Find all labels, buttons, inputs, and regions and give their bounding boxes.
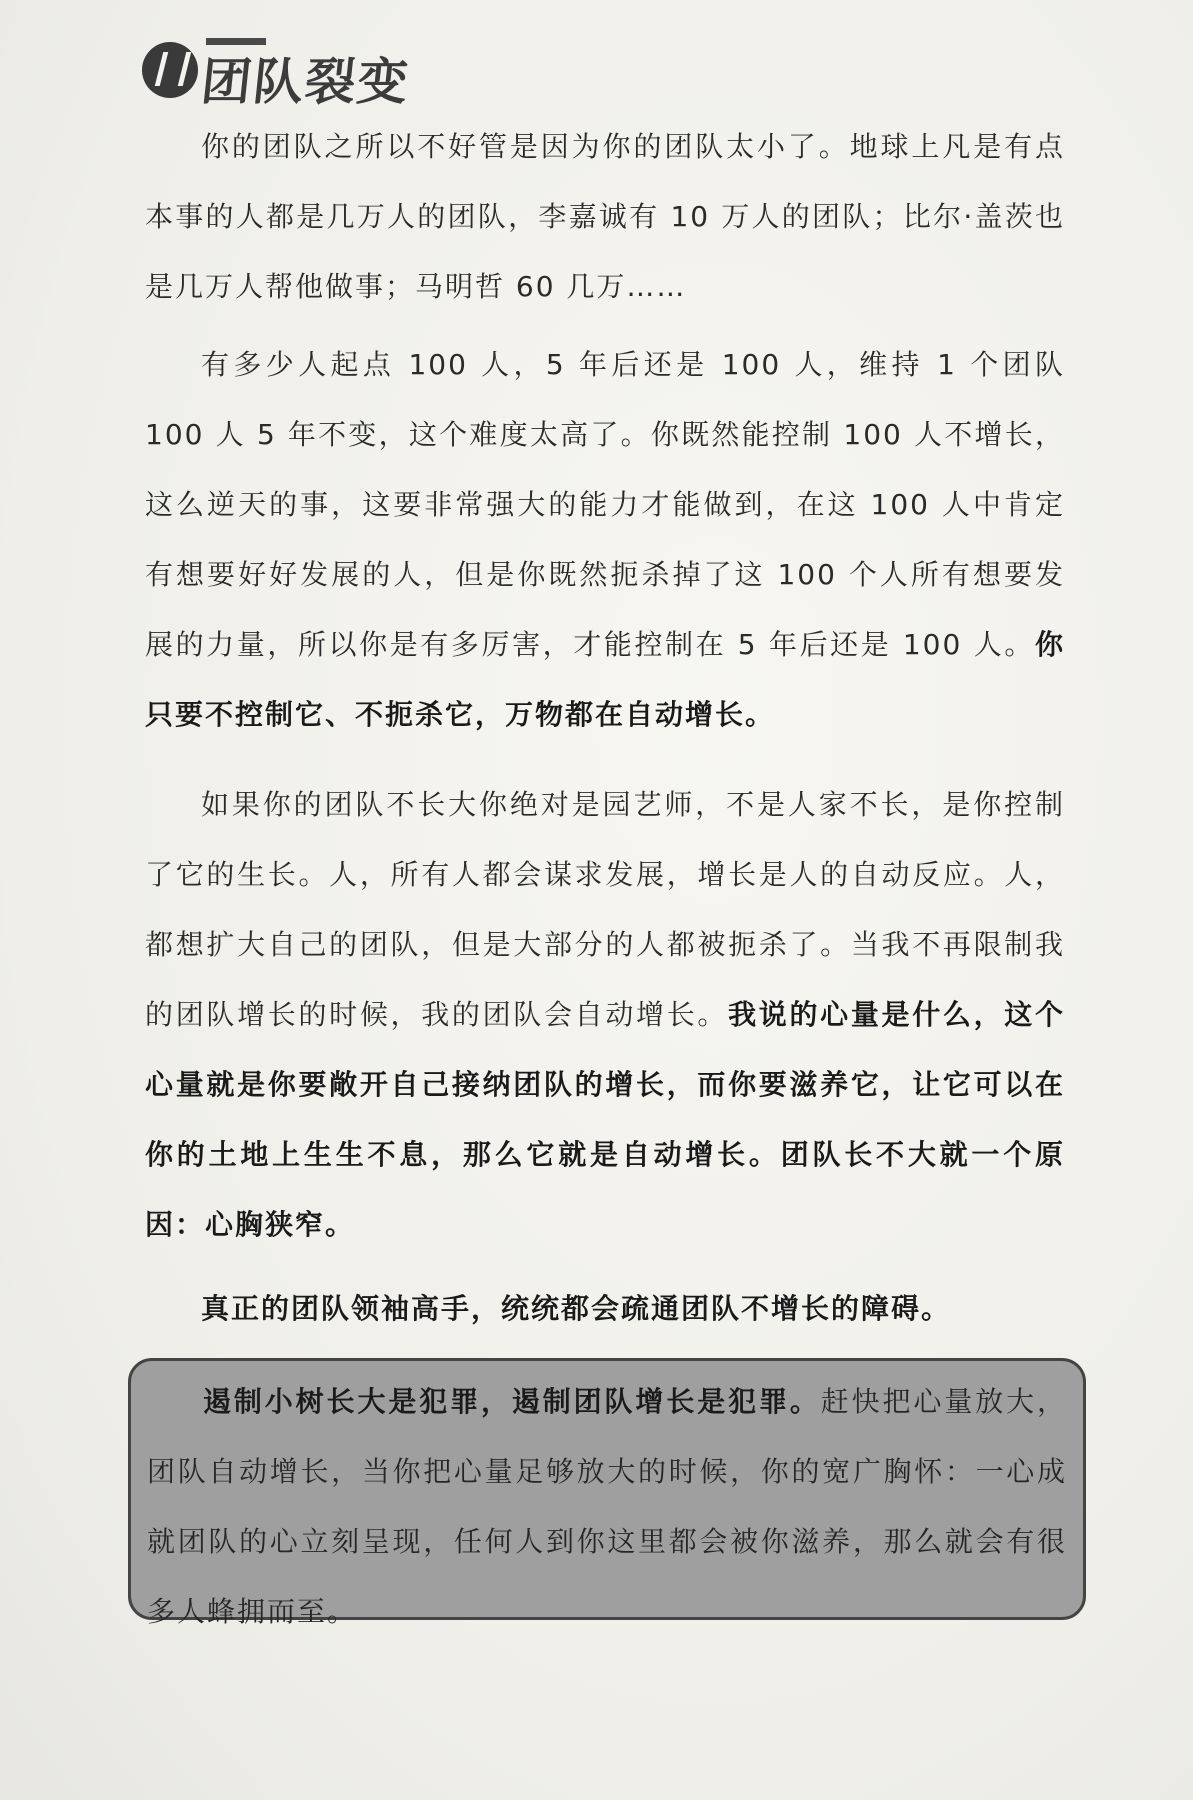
paragraph-3-bold: 我说的心量是什么，这个心量就是你要敞开自己接纳团队的增长，而你要滋养它，让它可以在你的土地上生生不息，那么它就是自动增长。团队长不大就一个原因：心胸狭窄。: [145, 998, 1065, 1241]
paragraph-3-normal: 如果你的团队不长大你绝对是园艺师，不是人家不长，是你控制了它的生长。人，所有人都会谋求发展，增长是人的自动反应。人，都想扩大自己的团队，但是大部分的人都被扼杀了。当我不再限制我的团队增长的时候，我的团队会自动增长。: [145, 788, 1065, 1031]
paragraph-2-text: [145, 330, 1065, 750]
highlight-box: [128, 1358, 1086, 1628]
highlight-box-text: [147, 1367, 1067, 1647]
paragraph-4: [145, 1274, 1065, 1344]
chapter-logo: [142, 20, 413, 111]
highlight-box-normal: 赶快把心量放大，团队自动增长，当你把心量足够放大的时候，你的宽广胸怀：一心成就团队的心立刻呈现，任何人到你这里都会被你滋养，那么就会有很多人蜂拥而至。: [147, 1385, 1067, 1628]
paragraph-1: [145, 112, 1065, 322]
paragraph-2: [145, 330, 1065, 750]
logo-title: 团队裂变: [198, 52, 413, 111]
paragraph-3-text: [145, 770, 1065, 1260]
paragraph-4-text: [145, 1274, 1065, 1344]
paragraph-3: [145, 770, 1065, 1260]
logo-badge-icon: [142, 42, 198, 98]
paragraph-1-text: 你的团队之所以不好管是因为你的团队太小了。地球上凡是有点本事的人都是几万人的团队，李嘉诚有 10 万人的团队；比尔·盖茨也是几万人帮他做事；马明哲 60 几万……: [145, 130, 1065, 303]
highlight-box-bold: 遏制小树长大是犯罪，遏制团队增长是犯罪。: [203, 1385, 821, 1418]
paragraph-4-bold: 真正的团队领袖高手，统统都会疏通团队不增长的障碍。: [201, 1292, 952, 1325]
paragraph-2-bold: 你只要不控制它、不扼杀它，万物都在自动增长。: [145, 628, 1065, 731]
paragraph-2-normal: 有多少人起点 100 人，5 年后还是 100 人，维持 1 个团队 100 人 5 年不变，这个难度太高了。你既然能控制 100 人不增长，这么逆天的事，这要非常强大的能力才能做到，在这 100 人中肯定有想要好好发展的人，但是你既然扼杀掉了这 100 个人所有想要发展的力量，所以你是有多厉害，才能控制在 5 年后还是 100 人。: [145, 348, 1065, 661]
